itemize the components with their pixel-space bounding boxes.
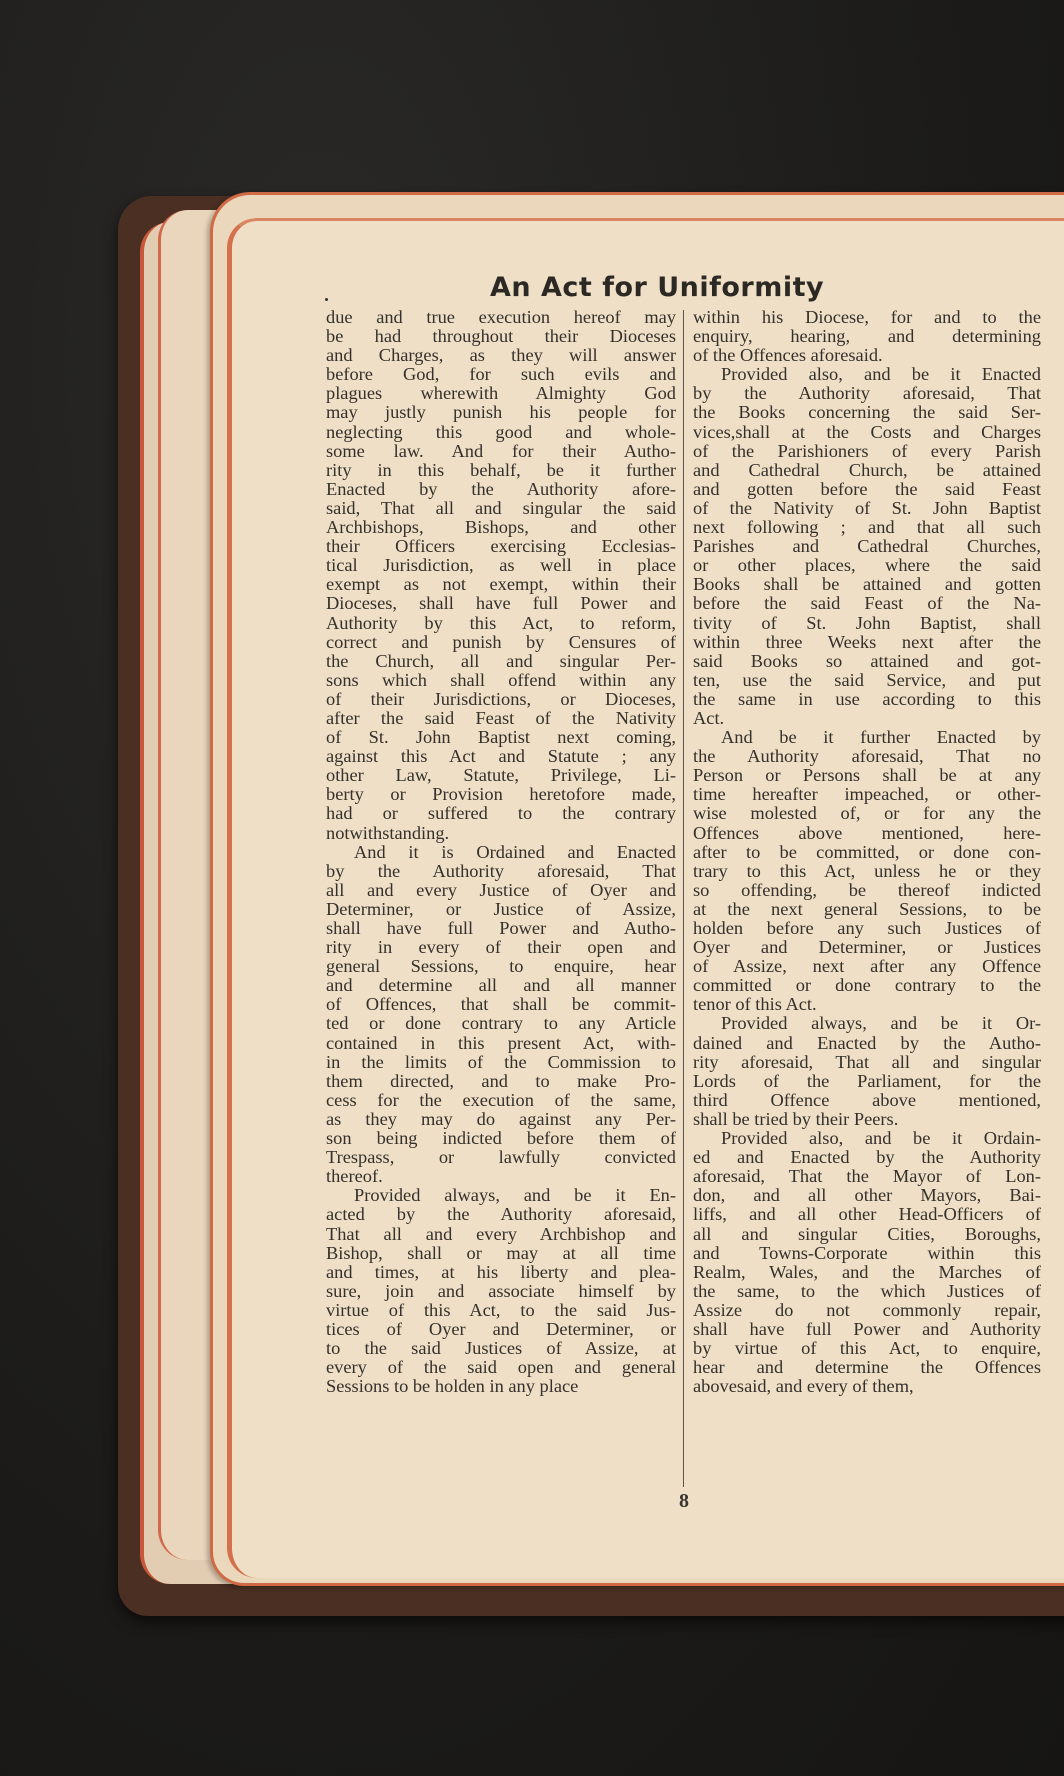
text-line: notwithstanding. [326,822,450,843]
text-line: as they may do against any Per- [326,1108,676,1129]
text-line: shall have full Power and Authority [693,1318,1041,1339]
text-line: And it is Ordained and Enacted [354,841,676,862]
text-line: of St. John Baptist next coming, [326,727,676,748]
text-line: Offences above mentioned, here- [693,822,1041,843]
text-line: the same in use according to this [693,688,1041,709]
text-line: hear and determine the Offences [693,1357,1041,1378]
text-line: of their Jurisdictions, or Dioceses, [326,688,676,709]
text-line: by the Authority aforesaid, That [693,383,1041,404]
text-line: vices,shall at the Costs and Charges [693,421,1041,442]
text-line: committed or done contrary to the [693,975,1041,996]
text-line: of Assize, next after any Offence [693,956,1041,977]
text-line: Provided always, and be it En- [354,1185,676,1206]
text-line: all and every Justice of Oyer and [326,879,676,900]
text-line: all and singular Cities, Boroughs, [693,1223,1041,1244]
text-line: rity in every of their open and [326,937,676,958]
text-line: Act. [693,707,725,728]
text-line: before God, for such evils and [326,364,676,385]
text-line: shall be tried by their Peers. [693,1108,899,1129]
text-line: berty or Provision heretofore made, [326,784,676,805]
text-line: Books shall be attained and gotten [693,574,1041,595]
text-line: tenor of this Act. [693,994,817,1015]
text-line: so offending, be thereof indicted [693,879,1041,900]
text-line: aforesaid, That the Mayor of Lon- [693,1166,1041,1187]
text-line: rity in this behalf, be it further [326,459,676,480]
text-line: against this Act and Statute ; any [326,746,676,767]
text-line: Person or Persons shall be at any [693,765,1041,786]
text-line: thereof. [326,1166,383,1187]
text-line: of the Parishioners of every Parish [693,440,1041,461]
text-line: cess for the execution of the same, [326,1089,676,1110]
text-line: the Books concerning the said Ser- [693,402,1041,423]
text-line: Authority by this Act, to reform, [326,612,676,633]
text-line: acted by the Authority aforesaid, [326,1204,676,1225]
text-line: and times, at his liberty and plea- [326,1261,676,1282]
text-line: ted or done contrary to any Article [326,1013,676,1034]
text-line: That all and every Archbishop and [326,1223,676,1244]
text-line: Provided also, and be it Ordain- [721,1128,1041,1149]
text-line: every of the said open and general [326,1357,676,1378]
text-line: don, and all other Mayors, Bai- [693,1185,1041,1206]
text-line: at the next general Sessions, to be [693,898,1041,919]
ink-speck [325,298,328,301]
text-line: son being indicted before them of [326,1128,676,1149]
text-line: dained and Enacted by the Autho- [693,1032,1041,1053]
text-line: Lords of the Parliament, for the [693,1070,1041,1091]
text-line: within his Diocese, for and to the [693,307,1041,327]
text-line: sons which shall offend within any [326,669,676,690]
text-line: by the Authority aforesaid, That [326,860,676,881]
text-line: sure, join and associate himself by [326,1280,676,1301]
text-line: Archbishops, Bishops, and other [326,517,676,538]
text-line: tivity of St. John Baptist, shall [693,612,1041,633]
text-line: Realm, Wales, and the Marches of [693,1261,1041,1282]
text-line: time hereafter impeached, or other- [693,784,1041,805]
text-line: contained in this present Act, with- [326,1032,676,1053]
text-line: after to be committed, or done con- [693,841,1041,862]
text-line: third Offence above mentioned, [693,1089,1041,1110]
text-line: neglecting this good and whole- [326,421,676,442]
text-line: Provided also, and be it Enacted [721,364,1041,385]
text-line: before the said Feast of the Na- [693,593,1041,614]
text-line: in the limits of the Commission to [326,1051,676,1072]
text-line: had or suffered to the contrary [326,803,676,824]
text-line: Assize do not commonly repair, [693,1299,1041,1320]
text-line: correct and punish by Censures of [326,631,676,652]
text-line: tices of Oyer and Determiner, or [326,1318,676,1339]
text-line: holden before any such Justices of [693,918,1041,938]
text-line: Enacted by the Authority afore- [326,478,676,499]
text-line: and gotten before the said Feast [693,478,1041,499]
text-line: of the Offences aforesaid. [693,345,883,366]
text-line: may justly punish his people for [326,402,676,423]
text-line: said Books so attained and got- [693,650,1041,671]
text-line: And be it further Enacted by [721,727,1041,748]
text-line: Oyer and Determiner, or Justices [693,937,1041,958]
text-line: Trespass, or lawfully convicted [326,1147,676,1168]
text-line: enquiry, hearing, and determining [693,326,1041,347]
text-line: tical Jurisdiction, as well in place [326,555,676,576]
text-line: and Charges, as they will answer [326,345,676,366]
text-line: or other places, where the said [693,555,1041,576]
text-line: plagues wherewith Almighty God [326,383,676,404]
column-divider [683,310,684,1487]
text-line: wise molested of, or for any the [693,803,1041,824]
text-line: Dioceses, shall have full Power and [326,593,676,614]
text-line: Provided always, and be it Or- [721,1013,1041,1034]
text-line: some law. And for their Autho- [326,440,676,461]
text-line: the Authority aforesaid, That no [693,746,1041,767]
page-number: 8 [679,1490,689,1512]
text-line: trary to this Act, unless he or they [693,860,1041,881]
text-line: and Towns-Corporate within this [693,1242,1041,1263]
text-line: the same, to the which Justices of [693,1280,1041,1301]
text-line: after the said Feast of the Nativity [326,707,676,728]
text-line: ten, use the said Service, and put [693,669,1041,690]
text-line: within three Weeks next after the [693,631,1041,652]
text-line: shall have full Power and Autho- [326,918,676,938]
right-text-column [693,308,1041,1396]
text-line: next following ; and that all such [693,517,1041,538]
text-line: them directed, and to make Pro- [326,1070,676,1091]
text-line: to the said Justices of Assize, at [326,1338,676,1359]
text-line: and Cathedral Church, be attained [693,459,1041,480]
text-line: liffs, and all other Head-Officers of [693,1204,1041,1225]
text-line: Bishop, shall or may at all time [326,1242,676,1263]
page-title: An Act for Uniformity [490,272,825,303]
text-line: rity aforesaid, That all and singular [693,1051,1041,1072]
text-line: their Officers exercising Ecclesias- [326,536,676,557]
left-text-column [326,308,676,1396]
text-line: exempt as not exempt, within their [326,574,676,595]
text-line: of Offences, that shall be commit- [326,994,676,1015]
text-line: Parishes and Cathedral Churches, [693,536,1041,557]
text-line: Sessions to be holden in any place [326,1376,579,1397]
text-line: by virtue of this Act, to enquire, [693,1338,1041,1359]
text-line: be had throughout their Dioceses [326,326,676,347]
text-line: said, That all and singular the said [326,497,676,518]
text-line: the Church, all and singular Per- [326,650,676,671]
text-line: ed and Enacted by the Authority [693,1147,1041,1168]
text-line: virtue of this Act, to the said Jus- [326,1299,676,1320]
text-line: general Sessions, to enquire, hear [326,956,676,977]
text-line: Determiner, or Justice of Assize, [326,898,676,919]
text-line: due and true execution hereof may [326,307,676,327]
text-line: of the Nativity of St. John Baptist [693,497,1041,518]
text-line: other Law, Statute, Privilege, Li- [326,765,676,786]
text-line: abovesaid, and every of them, [693,1376,914,1397]
text-line: and determine all and all manner [326,975,676,996]
